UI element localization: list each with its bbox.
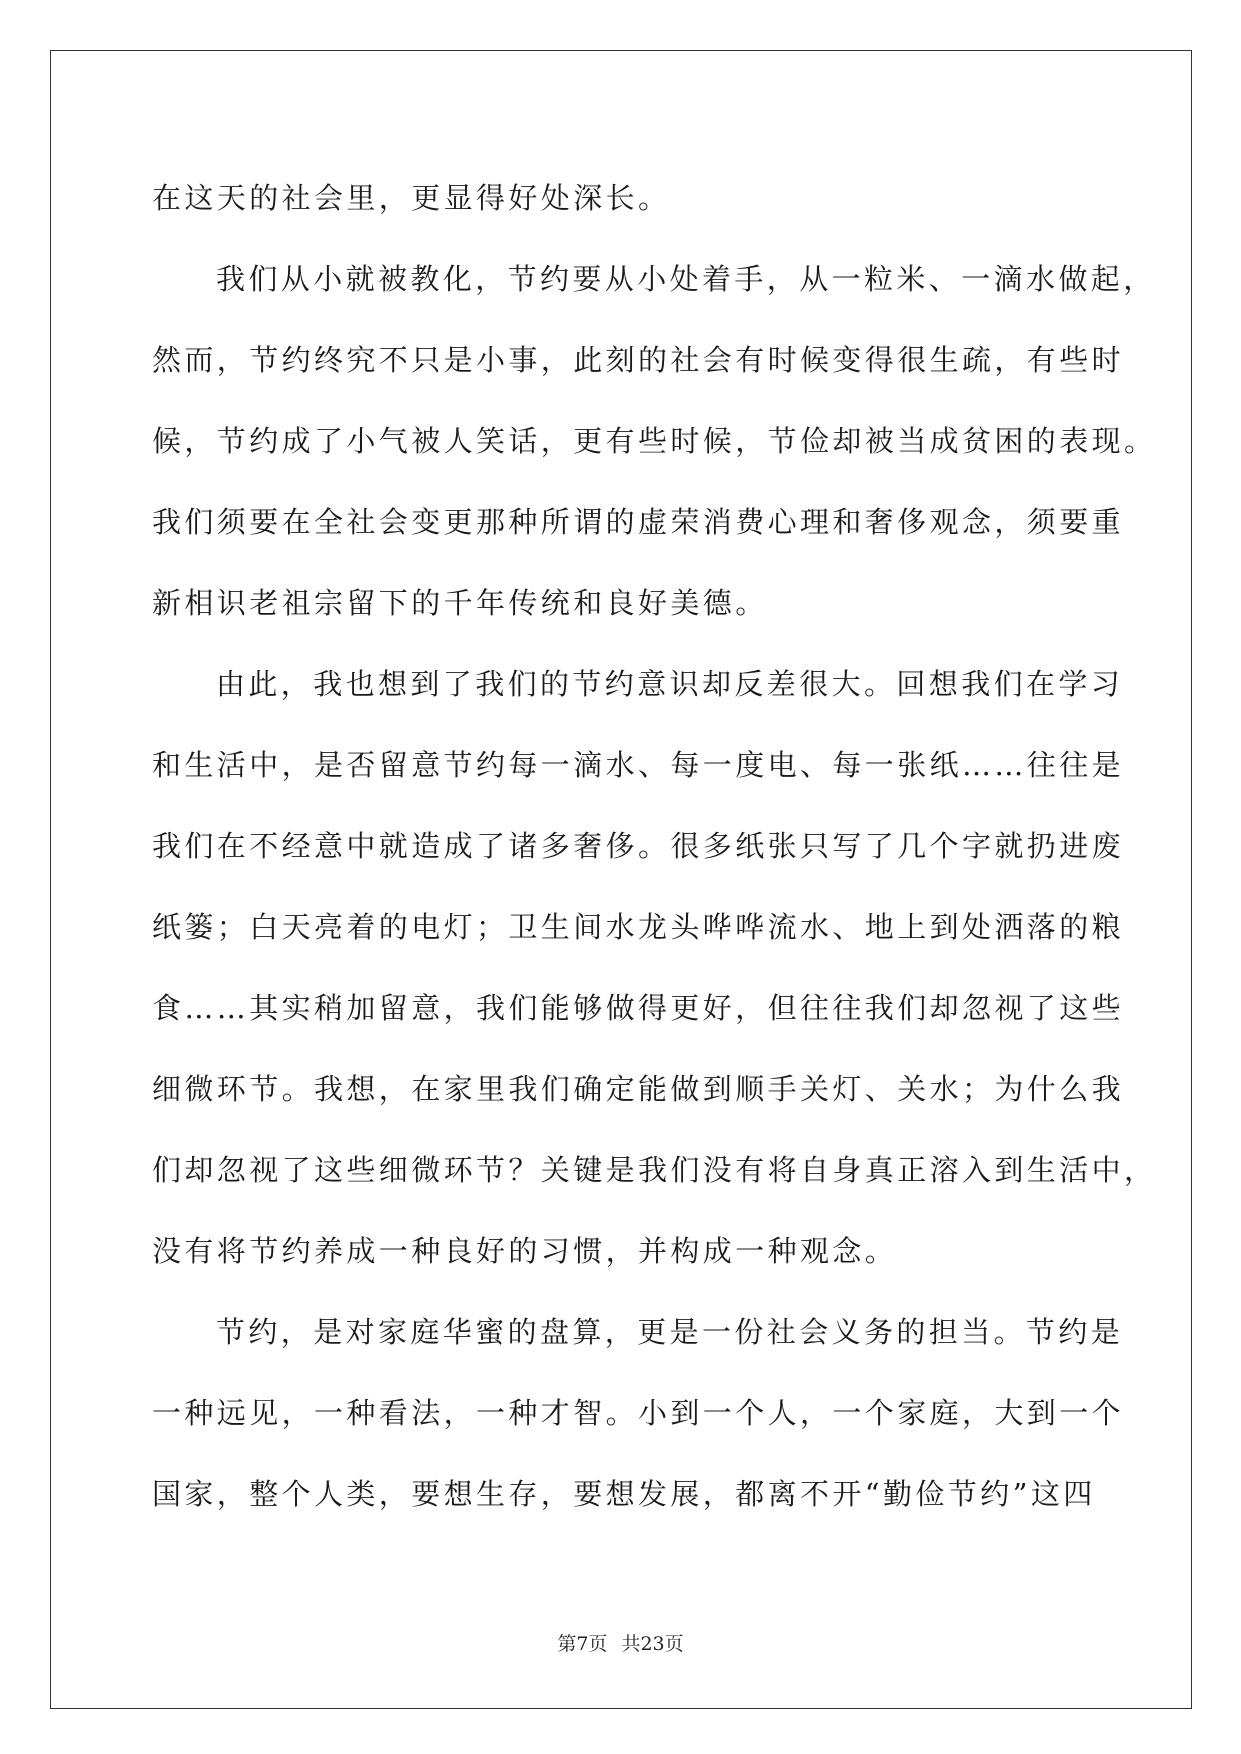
text-line: 然而，节约终究不只是小事，此刻的社会有时候变得很生疏，有些时	[152, 343, 1125, 377]
text-line: 和生活中，是否留意节约每一滴水、每一度电、每一张纸……往往是	[152, 748, 1125, 782]
text-line: 们却忽视了这些细微环节？关键是我们没有将自身真正溶入到生活中，	[152, 1153, 1157, 1187]
paragraph	[152, 1292, 1125, 1535]
text-line: 候，节约成了小气被人笑话，更有些时候，节俭却被当成贫困的表现。	[152, 424, 1157, 458]
text-line: 在这天的社会里，更显得好处深长。	[152, 181, 671, 215]
document-body	[152, 158, 1157, 1535]
text-line: 节约，是对家庭华蜜的盘算，更是一份社会义务的担当。节约是	[216, 1315, 1124, 1349]
text-line: 我们从小就被教化，节约要从小处着手，从一粒米、一滴水做起，	[216, 262, 1156, 296]
text-line: 没有将节约养成一种良好的习惯，并构成一种观念。	[152, 1234, 898, 1268]
paragraph	[152, 239, 1157, 644]
current-page-number: 第7页	[557, 1633, 608, 1655]
text-line: 新相识老祖宗留下的千年传统和良好美德。	[152, 586, 768, 620]
text-line: 细微环节。我想，在家里我们确定能做到顺手关灯、关水；为什么我	[152, 1072, 1125, 1106]
text-line: 食……其实稍加留意，我们能够做得更好，但往往我们却忽视了这些	[152, 991, 1125, 1025]
page-footer	[0, 1629, 1241, 1656]
text-line: 我们须要在全社会变更那种所谓的虚荣消费心理和奢侈观念，须要重	[152, 505, 1125, 539]
paragraph	[152, 644, 1157, 1292]
text-line: 纸篓；白天亮着的电灯；卫生间水龙头哗哗流水、地上到处洒落的粮	[152, 910, 1125, 944]
text-line: 一种远见，一种看法，一种才智。小到一个人，一个家庭，大到一个	[152, 1396, 1125, 1430]
paragraph	[152, 158, 1094, 239]
text-line: 国家，整个人类，要想生存，要想发展，都离不开“勤俭节约”这四	[152, 1477, 1096, 1511]
text-line: 我们在不经意中就造成了诸多奢侈。很多纸张只写了几个字就扔进废	[152, 829, 1125, 863]
total-page-count: 共23页	[621, 1633, 684, 1655]
text-line: 由此，我也想到了我们的节约意识却反差很大。回想我们在学习	[216, 667, 1124, 701]
